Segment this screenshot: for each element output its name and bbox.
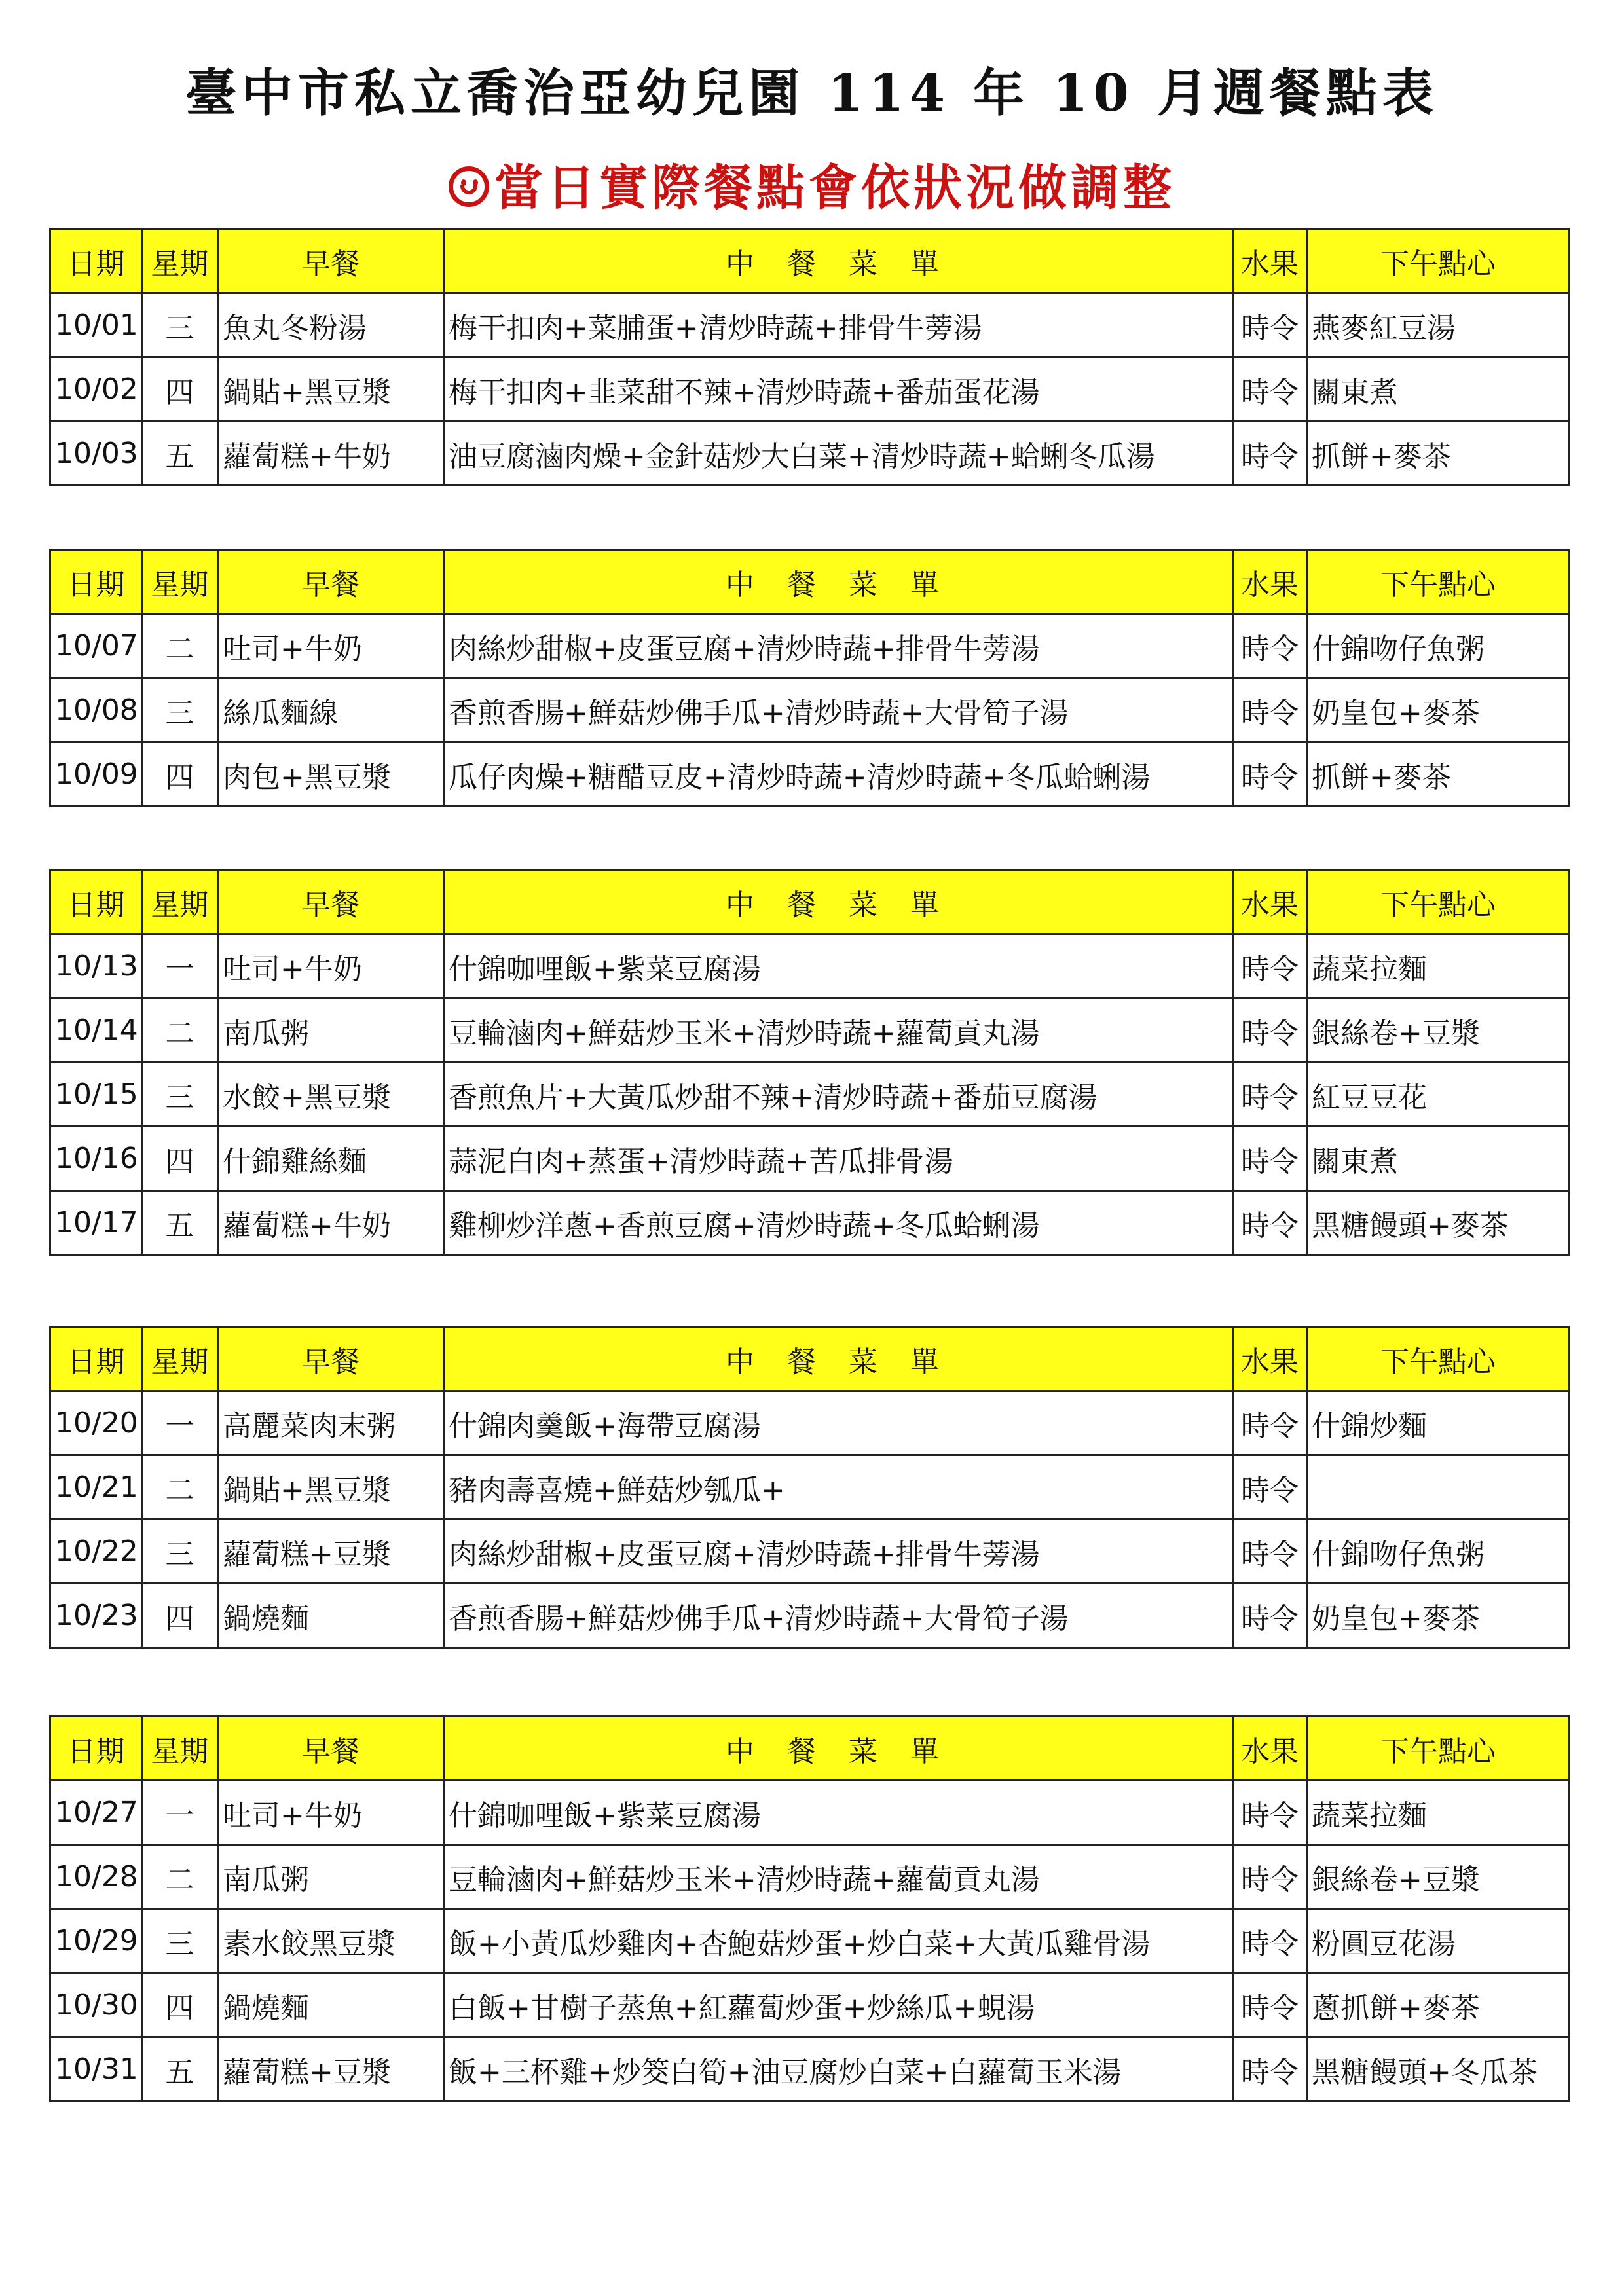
breakfast-cell: 高麗菜肉末粥 — [218, 1391, 444, 1455]
fruit-cell: 時令 — [1233, 357, 1307, 422]
snack-cell: 什錦炒麵 — [1307, 1391, 1570, 1455]
header-row — [50, 1327, 1570, 1391]
date-cell: 10/22 — [50, 1520, 142, 1584]
lunch-cell: 梅干扣肉+韭菜甜不辣+清炒時蔬+番茄蛋花湯 — [444, 357, 1233, 422]
date-cell: 10/08 — [50, 678, 142, 742]
breakfast-cell: 素水餃黑豆漿 — [218, 1909, 444, 1973]
breakfast-cell: 吐司+牛奶 — [218, 1781, 444, 1845]
header-day: 星期 — [142, 1717, 218, 1781]
lunch-cell: 什錦咖哩飯+紫菜豆腐湯 — [444, 1781, 1233, 1845]
date-cell: 10/15 — [50, 1063, 142, 1127]
day-cell: 四 — [142, 1584, 218, 1648]
table-row — [50, 293, 1570, 357]
fruit-cell: 時令 — [1233, 1584, 1307, 1648]
table-row — [50, 1191, 1570, 1255]
snack-cell: 關東煮 — [1307, 1127, 1570, 1191]
breakfast-cell: 絲瓜麵線 — [218, 678, 444, 742]
fruit-cell: 時令 — [1233, 1455, 1307, 1520]
snack-cell: 黑糖饅頭+麥茶 — [1307, 1191, 1570, 1255]
snack-cell: 蔬菜拉麵 — [1307, 934, 1570, 998]
breakfast-cell: 吐司+牛奶 — [218, 614, 444, 678]
lunch-cell: 什錦肉羹飯+海帶豆腐湯 — [444, 1391, 1233, 1455]
fruit-cell: 時令 — [1233, 1127, 1307, 1191]
date-cell: 10/09 — [50, 742, 142, 807]
day-cell: 三 — [142, 1063, 218, 1127]
week-table — [49, 1326, 1570, 1649]
day-cell: 四 — [142, 742, 218, 807]
header-date: 日期 — [50, 1327, 142, 1391]
table-row — [50, 1781, 1570, 1845]
header-day: 星期 — [142, 1327, 218, 1391]
snack-cell: 抓餅+麥茶 — [1307, 742, 1570, 807]
lunch-cell: 肉絲炒甜椒+皮蛋豆腐+清炒時蔬+排骨牛蒡湯 — [444, 1520, 1233, 1584]
week-table — [49, 1715, 1570, 2102]
header-breakfast: 早餐 — [218, 550, 444, 614]
date-cell: 10/21 — [50, 1455, 142, 1520]
header-snack: 下午點心 — [1307, 1327, 1570, 1391]
snack-cell: 什錦吻仔魚粥 — [1307, 1520, 1570, 1584]
header-lunch: 中 餐 菜 單 — [444, 1327, 1233, 1391]
snack-cell: 粉圓豆花湯 — [1307, 1909, 1570, 1973]
header-breakfast: 早餐 — [218, 229, 444, 293]
fruit-cell: 時令 — [1233, 998, 1307, 1063]
header-row — [50, 550, 1570, 614]
header-snack: 下午點心 — [1307, 870, 1570, 934]
fruit-cell: 時令 — [1233, 1781, 1307, 1845]
breakfast-cell: 鍋燒麵 — [218, 1584, 444, 1648]
lunch-cell: 豆輪滷肉+鮮菇炒玉米+清炒時蔬+蘿蔔貢丸湯 — [444, 1845, 1233, 1909]
header-row — [50, 1717, 1570, 1781]
table-row — [50, 1455, 1570, 1520]
breakfast-cell: 南瓜粥 — [218, 1845, 444, 1909]
lunch-cell: 豆輪滷肉+鮮菇炒玉米+清炒時蔬+蘿蔔貢丸湯 — [444, 998, 1233, 1063]
header-lunch: 中 餐 菜 單 — [444, 550, 1233, 614]
table-row — [50, 678, 1570, 742]
lunch-cell: 飯+三杯雞+炒筊白筍+油豆腐炒白菜+白蘿蔔玉米湯 — [444, 2037, 1233, 2102]
header-lunch: 中 餐 菜 單 — [444, 870, 1233, 934]
lunch-cell: 豬肉壽喜燒+鮮菇炒瓠瓜+ — [444, 1455, 1233, 1520]
header-fruit: 水果 — [1233, 870, 1307, 934]
page-title: 臺中市私立喬治亞幼兒園 114 年 10 月週餐點表 — [185, 64, 1439, 123]
snack-cell — [1307, 1455, 1570, 1520]
fruit-cell: 時令 — [1233, 742, 1307, 807]
date-cell: 10/20 — [50, 1391, 142, 1455]
table-row — [50, 422, 1570, 486]
header-date: 日期 — [50, 1717, 142, 1781]
fruit-cell: 時令 — [1233, 1909, 1307, 1973]
breakfast-cell: 蘿蔔糕+豆漿 — [218, 2037, 444, 2102]
breakfast-cell: 肉包+黑豆漿 — [218, 742, 444, 807]
date-cell: 10/31 — [50, 2037, 142, 2102]
day-cell: 五 — [142, 422, 218, 486]
table-row — [50, 1063, 1570, 1127]
header-breakfast: 早餐 — [218, 1717, 444, 1781]
day-cell: 二 — [142, 998, 218, 1063]
table-row — [50, 998, 1570, 1063]
week-table — [49, 549, 1570, 807]
table-row — [50, 1845, 1570, 1909]
table-row — [50, 742, 1570, 807]
lunch-cell: 飯+小黃瓜炒雞肉+杏鮑菇炒蛋+炒白菜+大黃瓜雞骨湯 — [444, 1909, 1233, 1973]
fruit-cell: 時令 — [1233, 614, 1307, 678]
header-fruit: 水果 — [1233, 229, 1307, 293]
breakfast-cell: 吐司+牛奶 — [218, 934, 444, 998]
day-cell: 四 — [142, 357, 218, 422]
fruit-cell: 時令 — [1233, 1391, 1307, 1455]
date-cell: 10/29 — [50, 1909, 142, 1973]
date-cell: 10/28 — [50, 1845, 142, 1909]
header-fruit: 水果 — [1233, 1327, 1307, 1391]
header-lunch: 中 餐 菜 單 — [444, 229, 1233, 293]
table-row — [50, 357, 1570, 422]
snack-cell: 燕麥紅豆湯 — [1307, 293, 1570, 357]
day-cell: 二 — [142, 1455, 218, 1520]
snack-cell: 銀絲卷+豆漿 — [1307, 1845, 1570, 1909]
lunch-cell: 肉絲炒甜椒+皮蛋豆腐+清炒時蔬+排骨牛蒡湯 — [444, 614, 1233, 678]
snack-cell: 奶皇包+麥茶 — [1307, 678, 1570, 742]
fruit-cell: 時令 — [1233, 1063, 1307, 1127]
day-cell: 一 — [142, 1781, 218, 1845]
header-snack: 下午點心 — [1307, 1717, 1570, 1781]
table-row — [50, 1127, 1570, 1191]
snack-cell: 銀絲卷+豆漿 — [1307, 998, 1570, 1063]
header-lunch: 中 餐 菜 單 — [444, 1717, 1233, 1781]
header-snack: 下午點心 — [1307, 550, 1570, 614]
table-row — [50, 1584, 1570, 1648]
date-cell: 10/07 — [50, 614, 142, 678]
snack-cell: 關東煮 — [1307, 357, 1570, 422]
header-date: 日期 — [50, 229, 142, 293]
snack-cell: 蔥抓餅+麥茶 — [1307, 1973, 1570, 2037]
header-date: 日期 — [50, 550, 142, 614]
table-row — [50, 934, 1570, 998]
date-cell: 10/27 — [50, 1781, 142, 1845]
header-day: 星期 — [142, 550, 218, 614]
breakfast-cell: 南瓜粥 — [218, 998, 444, 1063]
week-table — [49, 228, 1570, 486]
snack-cell: 抓餅+麥茶 — [1307, 422, 1570, 486]
fruit-cell: 時令 — [1233, 934, 1307, 998]
notice-text: 當日實際餐點會依狀況做調整 — [494, 160, 1175, 216]
table-row — [50, 2037, 1570, 2102]
smiley-icon — [449, 166, 489, 207]
breakfast-cell: 水餃+黑豆漿 — [218, 1063, 444, 1127]
date-cell: 10/14 — [50, 998, 142, 1063]
lunch-cell: 蒜泥白肉+蒸蛋+清炒時蔬+苦瓜排骨湯 — [444, 1127, 1233, 1191]
breakfast-cell: 鍋貼+黑豆漿 — [218, 357, 444, 422]
day-cell: 三 — [142, 678, 218, 742]
header-row — [50, 870, 1570, 934]
lunch-cell: 什錦咖哩飯+紫菜豆腐湯 — [444, 934, 1233, 998]
fruit-cell: 時令 — [1233, 1845, 1307, 1909]
breakfast-cell: 鍋貼+黑豆漿 — [218, 1455, 444, 1520]
day-cell: 三 — [142, 293, 218, 357]
day-cell: 三 — [142, 1909, 218, 1973]
header-breakfast: 早餐 — [218, 870, 444, 934]
date-cell: 10/17 — [50, 1191, 142, 1255]
snack-cell: 什錦吻仔魚粥 — [1307, 614, 1570, 678]
snack-cell: 紅豆豆花 — [1307, 1063, 1570, 1127]
breakfast-cell: 蘿蔔糕+豆漿 — [218, 1520, 444, 1584]
day-cell: 一 — [142, 934, 218, 998]
fruit-cell: 時令 — [1233, 1191, 1307, 1255]
table-row — [50, 614, 1570, 678]
table-row — [50, 1520, 1570, 1584]
header-breakfast: 早餐 — [218, 1327, 444, 1391]
header-row — [50, 229, 1570, 293]
breakfast-cell: 蘿蔔糕+牛奶 — [218, 1191, 444, 1255]
lunch-cell: 梅干扣肉+菜脯蛋+清炒時蔬+排骨牛蒡湯 — [444, 293, 1233, 357]
date-cell: 10/02 — [50, 357, 142, 422]
week-table — [49, 869, 1570, 1256]
header-fruit: 水果 — [1233, 550, 1307, 614]
table-row — [50, 1973, 1570, 2037]
day-cell: 四 — [142, 1127, 218, 1191]
fruit-cell: 時令 — [1233, 678, 1307, 742]
lunch-cell: 油豆腐滷肉燥+金針菇炒大白菜+清炒時蔬+蛤蜊冬瓜湯 — [444, 422, 1233, 486]
day-cell: 二 — [142, 1845, 218, 1909]
date-cell: 10/16 — [50, 1127, 142, 1191]
fruit-cell: 時令 — [1233, 1973, 1307, 2037]
fruit-cell: 時令 — [1233, 2037, 1307, 2102]
date-cell: 10/23 — [50, 1584, 142, 1648]
breakfast-cell: 蘿蔔糕+牛奶 — [218, 422, 444, 486]
snack-cell: 黑糖饅頭+冬瓜茶 — [1307, 2037, 1570, 2102]
notice-subtitle — [0, 149, 1624, 219]
day-cell: 二 — [142, 614, 218, 678]
header-day: 星期 — [142, 229, 218, 293]
snack-cell: 蔬菜拉麵 — [1307, 1781, 1570, 1845]
header-day: 星期 — [142, 870, 218, 934]
fruit-cell: 時令 — [1233, 1520, 1307, 1584]
lunch-cell: 香煎香腸+鮮菇炒佛手瓜+清炒時蔬+大骨筍子湯 — [444, 678, 1233, 742]
header-date: 日期 — [50, 870, 142, 934]
day-cell: 五 — [142, 2037, 218, 2102]
header-snack: 下午點心 — [1307, 229, 1570, 293]
date-cell: 10/03 — [50, 422, 142, 486]
day-cell: 一 — [142, 1391, 218, 1455]
date-cell: 10/30 — [50, 1973, 142, 2037]
lunch-cell: 香煎香腸+鮮菇炒佛手瓜+清炒時蔬+大骨筍子湯 — [444, 1584, 1233, 1648]
header-fruit: 水果 — [1233, 1717, 1307, 1781]
lunch-cell: 雞柳炒洋蔥+香煎豆腐+清炒時蔬+冬瓜蛤蜊湯 — [444, 1191, 1233, 1255]
table-row — [50, 1909, 1570, 1973]
table-row — [50, 1391, 1570, 1455]
fruit-cell: 時令 — [1233, 293, 1307, 357]
fruit-cell: 時令 — [1233, 422, 1307, 486]
day-cell: 四 — [142, 1973, 218, 2037]
breakfast-cell: 什錦雞絲麵 — [218, 1127, 444, 1191]
lunch-cell: 白飯+甘樹子蒸魚+紅蘿蔔炒蛋+炒絲瓜+蜆湯 — [444, 1973, 1233, 2037]
breakfast-cell: 鍋燒麵 — [218, 1973, 444, 2037]
day-cell: 五 — [142, 1191, 218, 1255]
date-cell: 10/01 — [50, 293, 142, 357]
lunch-cell: 瓜仔肉燥+糖醋豆皮+清炒時蔬+清炒時蔬+冬瓜蛤蜊湯 — [444, 742, 1233, 807]
lunch-cell: 香煎魚片+大黃瓜炒甜不辣+清炒時蔬+番茄豆腐湯 — [444, 1063, 1233, 1127]
date-cell: 10/13 — [50, 934, 142, 998]
day-cell: 三 — [142, 1520, 218, 1584]
breakfast-cell: 魚丸冬粉湯 — [218, 293, 444, 357]
snack-cell: 奶皇包+麥茶 — [1307, 1584, 1570, 1648]
